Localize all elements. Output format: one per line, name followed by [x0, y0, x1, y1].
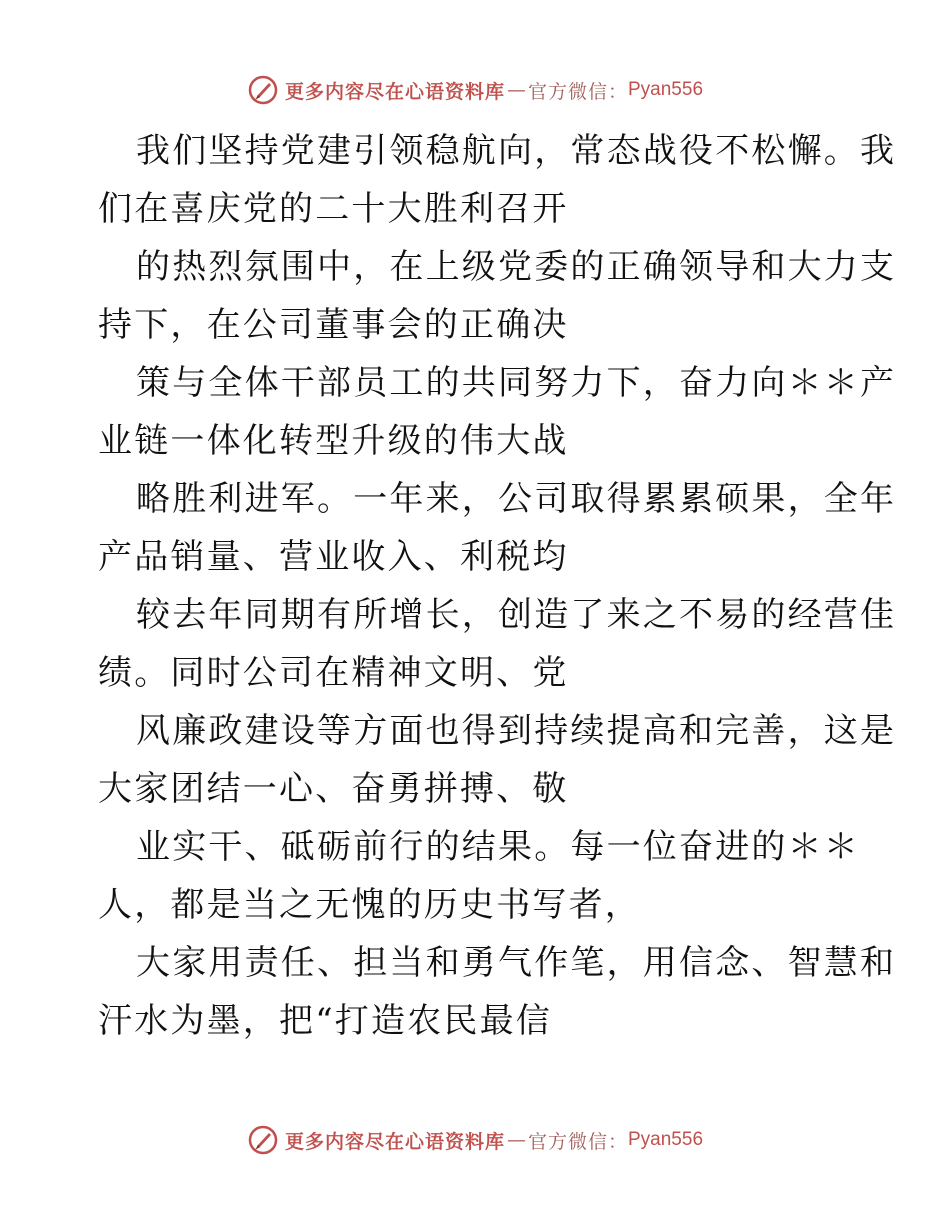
- paragraph-line: 业链一体化转型升级的伟大战: [98, 421, 569, 461]
- paragraph-line: 风廉政建设等方面也得到持续提高和完善，这是: [136, 711, 897, 751]
- paragraph-line: 的热烈氛围中，在上级党委的正确领导和大力支: [136, 247, 897, 287]
- quill-logo-icon: [247, 1124, 279, 1156]
- paragraph-line: 我们坚持党建引领稳航向，常态战役不松懈。我: [136, 131, 897, 171]
- paragraph-5: [98, 586, 897, 702]
- paragraph-line: 大家团结一心、奋勇拼搏、敬: [98, 769, 569, 809]
- watermark-wechat-label: 官方微信：: [527, 80, 628, 103]
- watermark-main-text: 更多内容尽在心语资料库: [284, 1130, 505, 1153]
- watermark-wechat-label: 官方微信：: [527, 1130, 628, 1153]
- paragraph-line: 持下，在公司董事会的正确决: [98, 305, 569, 345]
- paragraph-line: 策与全体干部员工的共同努力下，奋力向＊＊产: [136, 363, 897, 403]
- paragraph-line: 大家用责任、担当和勇气作笔，用信念、智慧和: [136, 943, 897, 983]
- paragraph-2: [98, 238, 897, 354]
- paragraph-line: 绩。同时公司在精神文明、党: [98, 653, 569, 693]
- watermark-wechat-id: Pyan556: [628, 79, 704, 100]
- footer-watermark: [0, 1120, 950, 1160]
- watermark-main-text: 更多内容尽在心语资料库: [284, 80, 505, 103]
- paragraph-line: 业实干、砥砺前行的结果。每一位奋进的＊＊: [136, 827, 860, 867]
- paragraph-8: [98, 934, 897, 1050]
- watermark-dash: —: [506, 1129, 526, 1151]
- watermark-dash: —: [506, 79, 526, 101]
- paragraph-3: [98, 354, 897, 470]
- paragraph-6: [98, 702, 897, 818]
- watermark-wechat-id: Pyan556: [628, 1129, 704, 1150]
- paragraph-line: 略胜利进军。一年来，公司取得累累硕果，全年: [136, 479, 897, 519]
- paragraph-line: 较去年同期有所增长，创造了来之不易的经营佳: [136, 595, 897, 635]
- quill-logo-icon: [247, 74, 279, 106]
- document-body: [98, 122, 897, 1050]
- paragraph-line: 们在喜庆党的二十大胜利召开: [98, 189, 569, 229]
- paragraph-4: [98, 470, 897, 586]
- paragraph-line: 人，都是当之无愧的历史书写者，: [98, 885, 641, 925]
- paragraph-line: 产品销量、营业收入、利税均: [98, 537, 569, 577]
- paragraph-line: 汗水为墨，把“打造农民最信: [98, 1001, 552, 1041]
- paragraph-1: [98, 122, 897, 238]
- paragraph-7: [98, 818, 858, 934]
- header-watermark: [0, 70, 950, 110]
